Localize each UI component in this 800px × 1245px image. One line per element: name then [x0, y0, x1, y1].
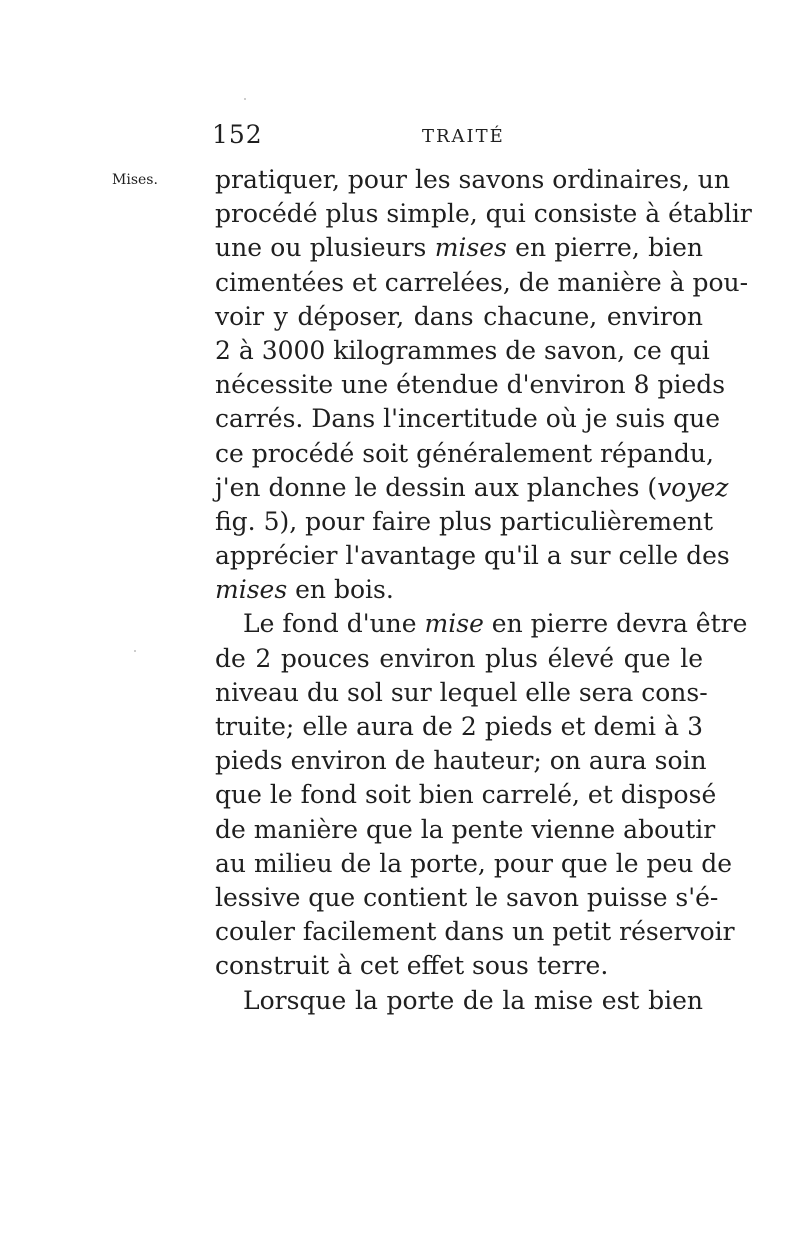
- text-line: truite; elle aura de 2 pieds et demi à 3: [215, 712, 703, 741]
- italic-word: mises: [215, 575, 288, 605]
- page-number: 152: [212, 120, 263, 149]
- text-line: j'en donne le dessin aux planches (voyez: [215, 472, 729, 502]
- margin-note: Mises.: [112, 172, 158, 188]
- italic-word: voyez: [657, 472, 729, 502]
- italic-word: mises: [434, 233, 507, 263]
- text-line: cimentées et carrelées, de manière à pou-: [215, 267, 749, 297]
- text-line: apprécier l'avantage qu'il a sur celle des: [215, 541, 730, 571]
- text-line: pratiquer, pour les savons ordinaires, un: [215, 165, 730, 194]
- paragraph-end-line: construit à cet effet sous terre.: [215, 951, 609, 981]
- paragraph-start-line: Lorsque la porte de la mise est bien: [243, 985, 703, 1015]
- text-line: couler facilement dans un petit réservoir: [215, 917, 735, 947]
- paper-speck: [244, 98, 246, 100]
- text-line: pieds environ de hauteur; on aura soin: [215, 746, 707, 776]
- paragraph-start-line: Le fond d'une mise en pierre devra être: [243, 609, 748, 639]
- text-line: nécessite une étendue d'environ 8 pieds: [215, 370, 726, 400]
- text-line: au milieu de la porte, pour que le peu de: [215, 848, 733, 878]
- text-line: voir y déposer, dans chacune, environ: [215, 301, 703, 331]
- text-line: ce procédé soit généralement répandu,: [215, 438, 714, 468]
- body-text: [215, 163, 752, 1018]
- paper-speck: [134, 650, 136, 652]
- text-line: procédé plus simple, qui consiste à établir: [215, 199, 752, 229]
- text-line: de manière que la pente vienne aboutir: [215, 814, 716, 844]
- text-line: que le fond soit bien carrelé, et disposé: [215, 780, 717, 810]
- text-line: de 2 pouces environ plus élevé que le: [215, 643, 703, 673]
- text-line: 2 à 3000 kilogrammes de savon, ce qui: [215, 335, 710, 365]
- text-line: carrés. Dans l'incertitude où je suis que: [215, 404, 720, 434]
- text-line: une ou plusieurs mises en pierre, bien: [215, 233, 703, 263]
- text-line: lessive que contient le savon puisse s'é-: [215, 882, 719, 912]
- paragraph-end-line: mises en bois.: [215, 575, 394, 605]
- text-line: niveau du sol sur lequel elle sera cons-: [215, 677, 708, 707]
- text-line: fig. 5), pour faire plus particulièrement: [215, 506, 714, 536]
- italic-word: mise: [424, 609, 484, 639]
- running-title: TRAITÉ: [422, 126, 505, 147]
